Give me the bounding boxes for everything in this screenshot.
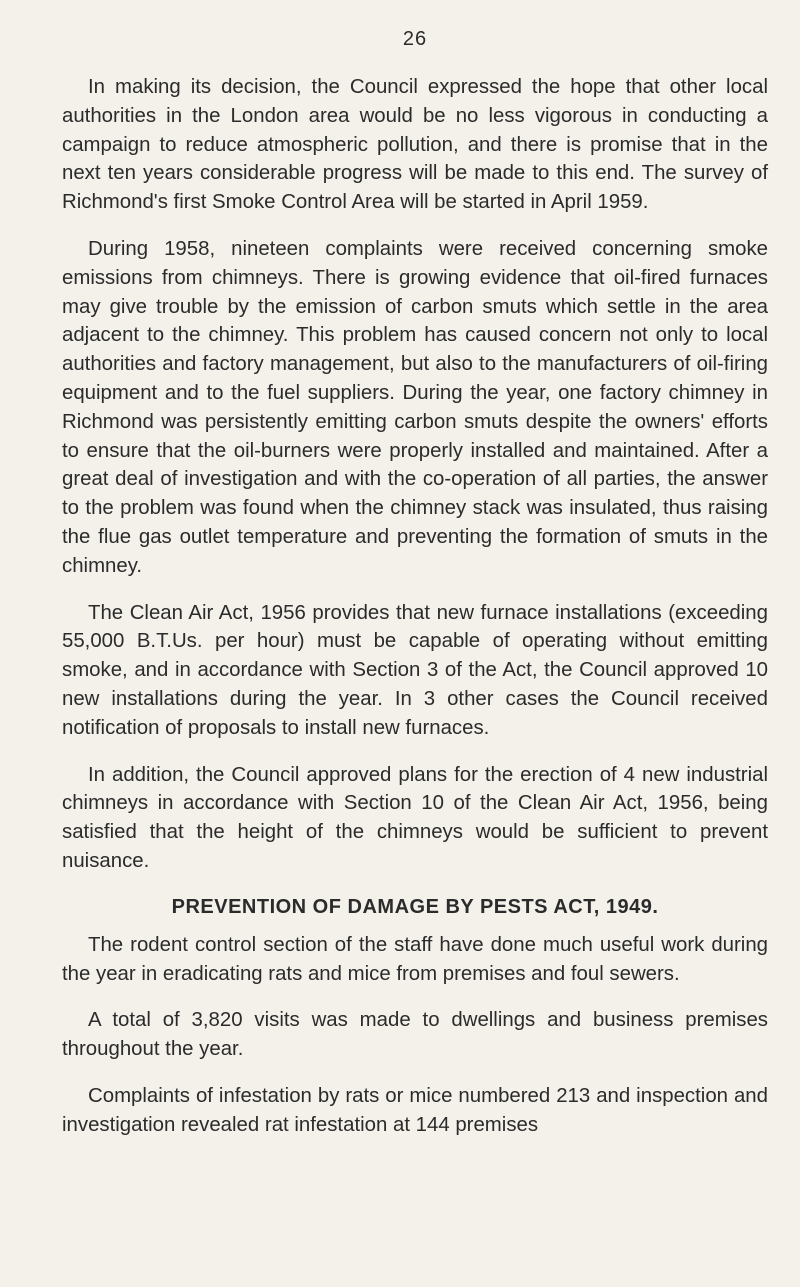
paragraph-industrial-chimneys: In addition, the Council approved plans for the erection of 4 new industrial chimneys in accordance with Section 10 of the Clean Air Act, 1956, being satisfied that the height of the chimneys would be sufficient to prevent nuisance. <box>62 763 768 872</box>
paragraph-furnace-installations: The Clean Air Act, 1956 provides that new furnace installations (exceeding 55,000 B.T.Us. per hour) must be capable of operating without emitting smoke, and in accordance with Section 3 of the Act, the Council approved 10 new installations during the year. In 3 other cases the Council received notification of proposals to install new furnaces. <box>62 601 768 739</box>
paragraph-smoke-complaints: During 1958, nineteen complaints were received concerning smoke emissions from chimneys. There is growing evidence that oil-fired furnaces may give trouble by the emission of carbon smuts which settle in the area adjacent to the chimney. This problem has caused concern not only to local authorities and factory management, but also to the manufacturers of oil-firing equipment and to the fuel suppliers. During the year, one factory chimney in Richmond was persistently emitting carbon smuts despite the owners' efforts to ensure that the oil-burners were properly installed and maintained. After a great deal of investigation and with the co-operation of all parties, the answer to the problem was found when the chimney stack was insulated, thus raising the flue gas outlet temperature and preventing the formation of smuts in the chimney. <box>62 237 768 577</box>
paragraph-council-decision: In making its decision, the Council expressed the hope that other local authorities in the London area would be no less vigorous in conducting a campaign to reduce atmospheric pollution, and there is promise that in the next ten years considerable progress will be made to this end. The survey of Richmond's first Smoke Control Area will be started in April 1959. <box>62 76 768 214</box>
paragraph-visits-total: A total of 3,820 visits was made to dwellings and business premises throughout the year. <box>62 1009 768 1061</box>
paragraph-infestation-complaints: Complaints of infestation by rats or mice numbered 213 and inspection and investigation revealed rat infestation at 144 premises <box>62 1084 768 1136</box>
paragraph-rodent-control: The rodent control section of the staff have done much useful work during the year in eradicating rats and mice from premises and foul sewers. <box>62 933 768 985</box>
document-page <box>62 28 768 1158</box>
page-number: 26 <box>402 28 428 50</box>
section-heading: PREVENTION OF DAMAGE BY PESTS ACT, 1949. <box>171 895 659 918</box>
